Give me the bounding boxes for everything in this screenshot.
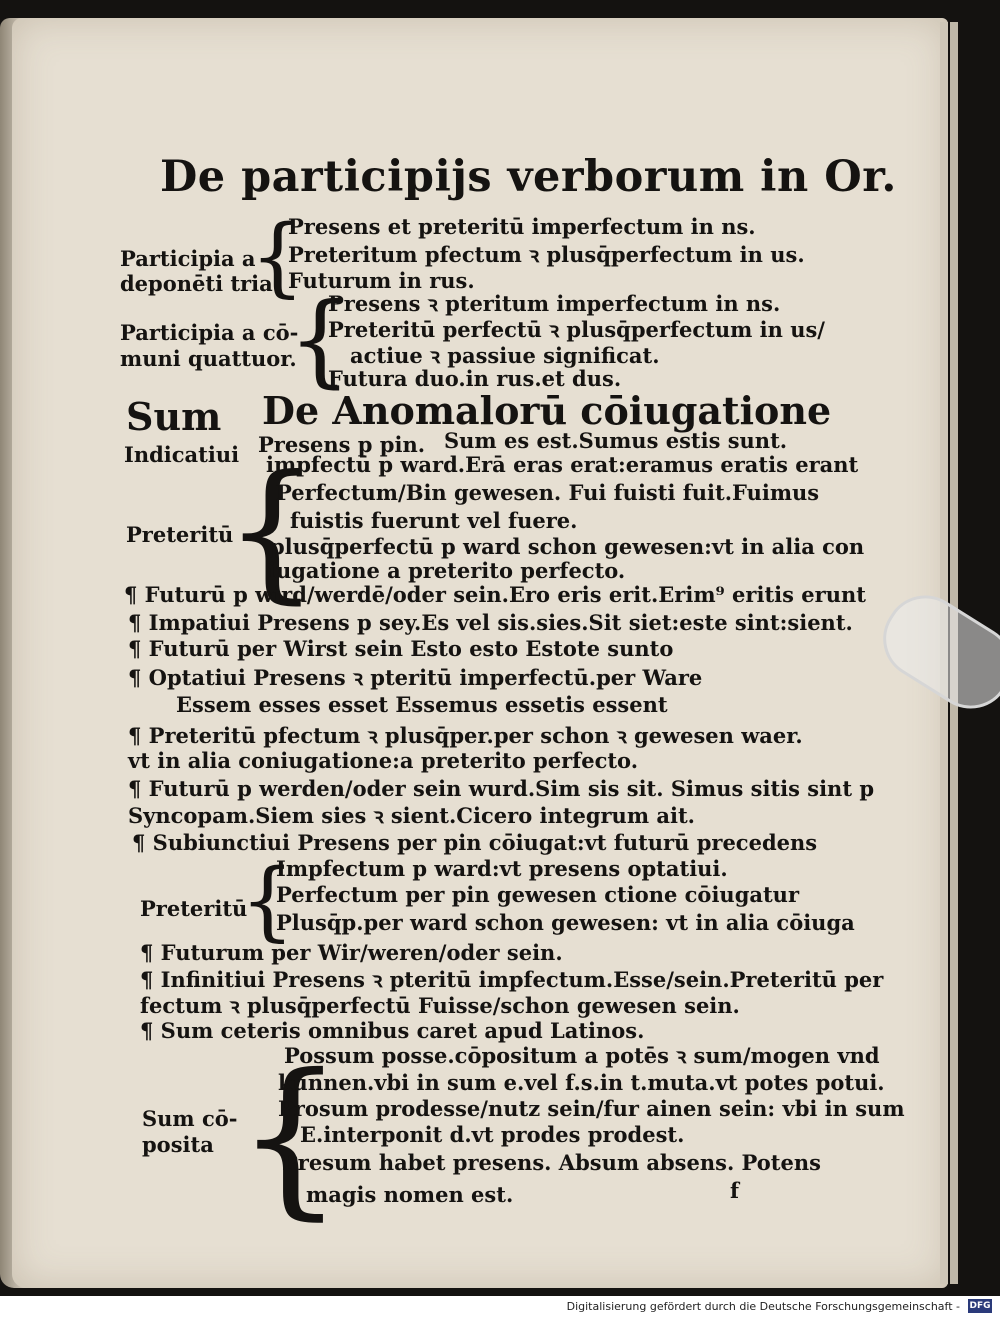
text-line: ¶ Sum ceteris omnibus caret apud Latinos. [140, 1018, 645, 1043]
text-line: vt in alia coniugatione:a preterito perfecto. [128, 748, 638, 773]
text-line: Presum habet presens. Absum absens. Potens [282, 1150, 821, 1175]
catchword: f [730, 1178, 740, 1203]
brace-icon: { [240, 851, 295, 951]
footer-credit: Digitalisierung gefördert durch die Deutsche Forschungsgemeinschaft - [566, 1300, 960, 1313]
text-line: Preteritum pfectum ꝛ plusq̄perfectum in us. [288, 242, 805, 267]
text-line: magis nomen est. [306, 1182, 514, 1207]
text-line: Perfectum/Bin gewesen. Fui fuisti fuit.Fuimus [276, 480, 820, 505]
brace-icon: { [236, 1038, 345, 1236]
text-line: ¶ Preteritū pfectum ꝛ plusq̄per.per schon ꝛ gewesen waer. [128, 723, 803, 748]
dfg-logo-icon: DFG [969, 1301, 991, 1311]
text-line: E.interponit d.vt prodes prodest. [300, 1122, 685, 1147]
deponent-label: Participia a [120, 246, 256, 271]
brace-icon: { [224, 444, 320, 618]
text-line: Futura duo.in rus.et dus. [328, 366, 622, 391]
text-line: Presens ꝛ pteritum imperfectum in ns. [328, 291, 781, 316]
text-line: fectum ꝛ plusq̄perfectū Fuisse/schon gewesen sein. [140, 993, 740, 1018]
text-line: Preteritū perfectū ꝛ plusq̄perfectum in us/ [328, 317, 825, 342]
text-line: ¶ Futurum per Wir/weren/oder sein. [140, 940, 563, 965]
brace-icon: { [288, 281, 352, 398]
text-line: Presens et preteritū imperfectum in ns. [288, 214, 756, 239]
text-line: ¶ Impatiui Presens p sey.Es vel sis.sies.Sit siet:este sint:sient. [128, 610, 853, 635]
text-line: kunnen.vbi in sum e.vel f.s.in t.muta.vt potes potui. [278, 1070, 885, 1095]
deponent-label: deponēti tria [120, 271, 273, 296]
text-line: Essem esses esset Essemus essetis essent [176, 692, 668, 717]
text-line: Possum posse.cōpositum a potēs ꝛ sum/mogen vnd [284, 1043, 880, 1068]
text-line: impfectū p ward.Erā eras erat:eramus eratis erant [266, 452, 859, 477]
text-line: ¶ Subiunctiui Presens per pin cōiugat:vt futurū precedens [132, 830, 818, 855]
text-line: Prosum prodesse/nutz sein/fur ainen sein: vbi in sum [278, 1096, 905, 1121]
text-line: Perfectum per pin gewesen ctione cōiugatur [276, 882, 800, 907]
text-line: Sum es est.Sumus estis sunt. [444, 428, 788, 453]
text-line: fuistis fuerunt vel fuere. [290, 508, 578, 533]
text-line: ¶ Infinitiui Presens ꝛ pteritū impfectum.Esse/sein.Preteritū per [140, 967, 884, 992]
composita-label: posita [142, 1132, 214, 1157]
page-title: De participijs verborum in Or. [160, 152, 897, 202]
text-line: Syncopam.Siem sies ꝛ sient.Cicero integrum ait. [128, 803, 695, 828]
text-line: plusq̄perfectū p ward schon gewesen:vt in alia con [270, 534, 865, 559]
indicatiui-label: Indicatiui [124, 442, 240, 467]
text-line: ¶ Futurū per Wirst sein Esto esto Estote sunto [128, 636, 674, 661]
text-line: Impfectum p ward:vt presens optatiui. [276, 856, 728, 881]
brace-icon: { [250, 207, 305, 307]
text-line: iugatione a preterito perfecto. [268, 558, 626, 583]
heading-sum: Sum [126, 394, 222, 439]
preterit-label: Preteritū [126, 522, 234, 547]
text-line: Futurum in rus. [288, 268, 475, 293]
communi-label: muni quattuor. [120, 346, 297, 371]
composita-label: Sum cō- [142, 1106, 238, 1131]
text-line: ¶ Futurū p wird/werdē/oder sein.Ero eris erit.Erim⁹ eritis erunt [124, 582, 866, 607]
text-line: actiue ꝛ passiue significat. [350, 343, 660, 368]
text-line: Presens p pin. [258, 432, 426, 457]
communi-label: Participia a cō- [120, 320, 299, 345]
text-line: Plusq̄p.per ward schon gewesen: vt in alia cōiuga [276, 910, 855, 935]
text-line: ¶ Futurū p werden/oder sein wurd.Sim sis sit. Simus sitis sint p [128, 776, 875, 801]
heading-anomal: De Anomalorū cōiugatione [262, 388, 832, 433]
text-line: ¶ Optatiui Presens ꝛ pteritū imperfectū.per Ware [128, 665, 703, 690]
subiunct-label: Preteritū [140, 896, 248, 921]
